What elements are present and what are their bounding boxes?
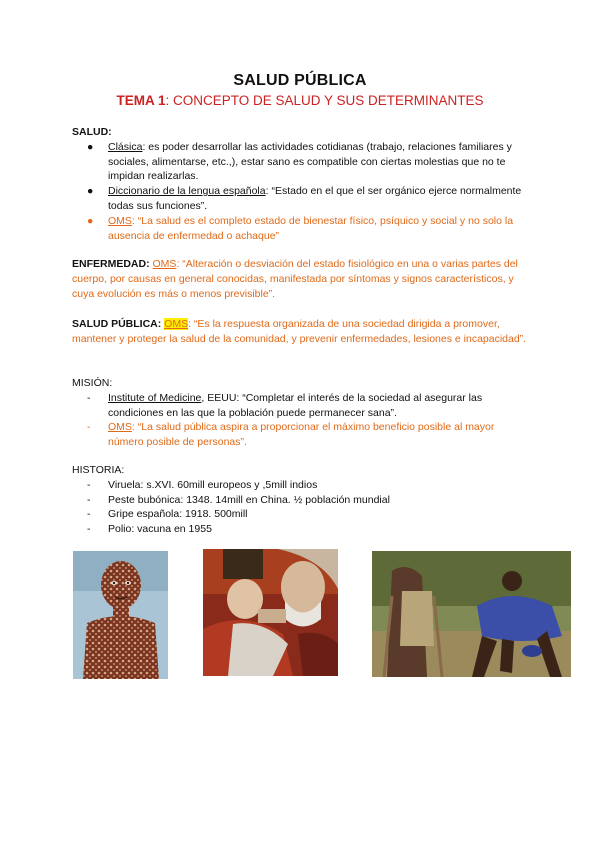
definition-text: : “Es la respuesta organizada de una sociedad dirigida a promover, mantener y proteger la salud de la comunidad, y prevenir enfermedades, lesiones e incapacidad”. xyxy=(72,318,527,345)
list-item xyxy=(72,140,532,184)
bullet-dot: ● xyxy=(87,185,94,198)
salud-list xyxy=(72,140,532,244)
polio-illustration xyxy=(372,551,571,677)
mision-list xyxy=(72,391,532,450)
source-link: Institute of Medicine xyxy=(108,391,202,404)
list-item xyxy=(72,391,532,421)
page-title: SALUD PÚBLICA xyxy=(233,72,367,89)
source-link: OMS xyxy=(152,258,177,270)
plague-painting xyxy=(203,549,338,676)
history-text: Polio: vacuna en 1955 xyxy=(108,523,212,536)
history-text: Gripe española: 1918. 500mill xyxy=(108,508,248,521)
source-link: OMS xyxy=(108,421,132,434)
bullet-dash: - xyxy=(87,508,91,521)
source-link: Diccionario de la lengua española xyxy=(108,185,266,198)
history-text: Viruela: s.XVI. 60mill europeos y ,5mill indios xyxy=(108,478,318,491)
subtitle-rest: : CONCEPTO DE SALUD Y SUS DETERMINANTES xyxy=(165,93,484,108)
bullet-dash: - xyxy=(87,493,91,506)
list-item xyxy=(72,478,532,493)
bullet-dot: ● xyxy=(87,214,94,227)
salud-publica-heading: SALUD PÚBLICA: xyxy=(72,318,162,330)
smallpox-photo xyxy=(73,551,168,679)
definition-text: : “La salud pública aspira a proporcionar el máximo beneficio posible al mayor número posible de personas”. xyxy=(108,421,495,449)
page-subtitle xyxy=(0,93,600,108)
historia-heading: HISTORIA: xyxy=(72,464,125,476)
historia-section xyxy=(72,463,532,537)
list-item xyxy=(72,522,532,537)
mision-heading: MISIÓN: xyxy=(72,377,113,389)
list-item xyxy=(72,214,532,244)
list-item xyxy=(72,184,532,214)
plague-illustration xyxy=(203,549,338,676)
bullet-dash: - xyxy=(87,523,91,536)
definition-text: : es poder desarrollar las actividades cotidianas (trabajo, relaciones familiares y sociales, alimentarse, etc.,), estar sano es compatible con ciertas molestias que no te impidan realizarlas. xyxy=(108,140,512,183)
subtitle-prefix: TEMA 1 xyxy=(116,93,166,108)
list-item xyxy=(72,420,532,450)
list-item xyxy=(72,507,532,522)
salud-publica-section xyxy=(72,317,532,347)
definition-text: , EEUU: “Completar el interés de la sociedad al asegurar las condiciones en las que la población puede permanecer sana”. xyxy=(108,391,483,419)
definition-text: : “Estado en el que el ser orgánico ejerce normalmente todas sus funciones”. xyxy=(108,185,522,212)
bullet-dash: - xyxy=(87,478,91,491)
definition-text: : “La salud es el completo estado de bienestar físico, psíquico y social y no solo la ausencia de enfermedad o achaque” xyxy=(108,214,514,242)
salud-heading: SALUD: xyxy=(72,126,112,138)
source-link: OMS xyxy=(108,214,132,227)
source-link: OMS xyxy=(164,318,189,330)
mision-section xyxy=(72,376,532,450)
source-link: Clásica xyxy=(108,140,143,153)
bullet-dot: ● xyxy=(87,140,94,153)
definition-text: : “Alteración o desviación del estado fisiológico en una o varias partes del cuerpo, por causas en general conocidas, manifestada por síntomas y signos característicos, y cuya evolución es más o menos previsible”. xyxy=(72,258,518,300)
enfermedad-heading: ENFERMEDAD: xyxy=(72,258,150,270)
polio-photo xyxy=(372,551,571,677)
bullet-dash: - xyxy=(87,391,91,404)
list-item xyxy=(72,493,532,508)
enfermedad-section xyxy=(72,257,532,301)
salud-section xyxy=(72,125,532,243)
historia-list xyxy=(72,478,532,537)
bullet-dash: - xyxy=(87,421,91,434)
smallpox-illustration xyxy=(73,551,168,679)
history-text: Peste bubónica: 1348. 14mill en China. ½ población mundial xyxy=(108,493,390,506)
